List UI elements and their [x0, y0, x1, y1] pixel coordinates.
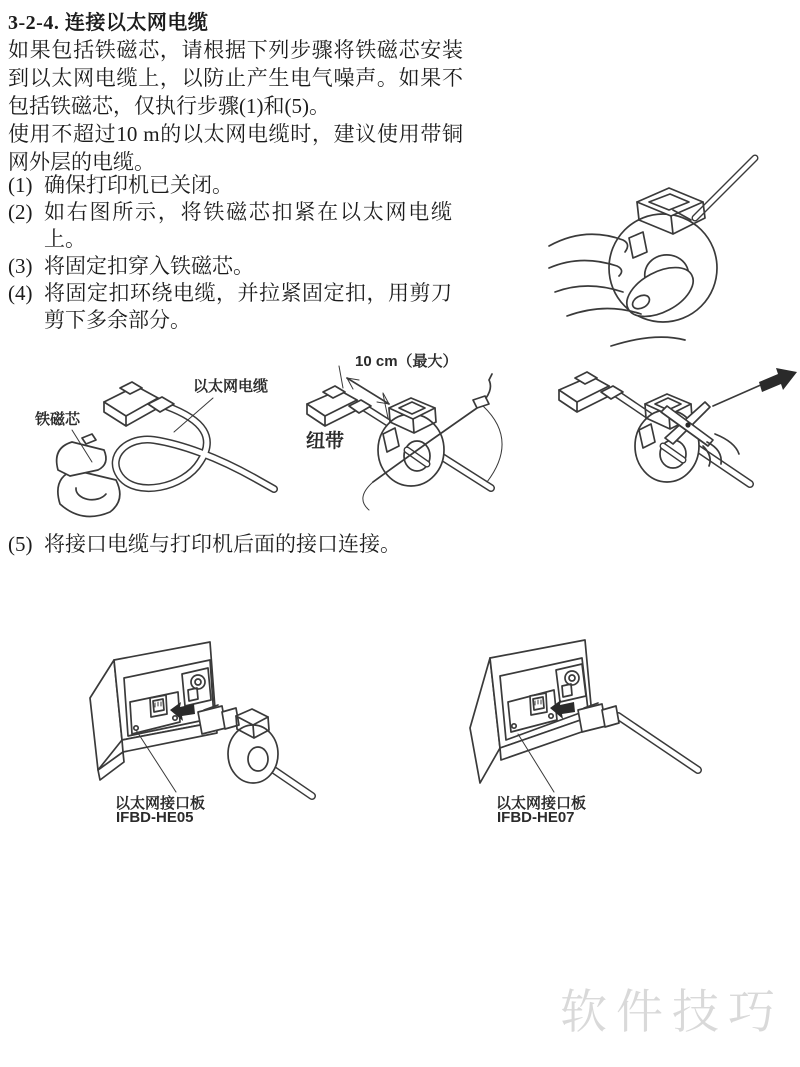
printer-he07-illustration	[430, 598, 750, 848]
step-item	[8, 253, 478, 280]
board-model-he05: IFBD-HE05	[116, 809, 194, 826]
intro-paragraph	[8, 36, 463, 176]
figure-core-and-cable	[8, 342, 293, 527]
scissors-illustration	[545, 342, 800, 527]
step-item	[8, 199, 478, 253]
step-list	[8, 172, 478, 334]
step-number: (2)	[8, 200, 33, 224]
step-number: (3)	[8, 254, 33, 278]
step-number: (1)	[8, 173, 33, 197]
step-text: 将接口电缆与打印机后面的接口连接。	[44, 532, 401, 556]
step-item	[8, 531, 478, 558]
interface-board-label: 以太网接口板	[496, 795, 587, 812]
step-text: 将固定扣环绕电缆，并拉紧固定扣，用剪刀剪下多余部分。	[44, 281, 452, 332]
figure-cable-tie-through-core	[295, 342, 540, 527]
step-number: (4)	[8, 281, 33, 305]
page-title: 3-2-4. 连接以太网电缆	[8, 12, 209, 34]
figure-printer-he05	[60, 598, 390, 848]
step-text: 确保打印机已关闭。	[44, 173, 233, 197]
figure-scissors-cutting-tie	[545, 342, 800, 527]
ferrite-core-label: 铁磁芯	[35, 411, 81, 428]
figure-printer-he07	[430, 598, 750, 848]
interface-board-label: 以太网接口板	[115, 795, 206, 812]
intro-line: 如果包括铁磁芯，请根据下列步骤将铁磁芯安装到以太网电缆上，以防止产生电气噪声。如果不包括铁磁芯，仅执行步骤(1)和(5)。	[8, 38, 463, 118]
step-item	[8, 280, 478, 334]
board-model-he07: IFBD-HE07	[497, 809, 575, 826]
step-list-final	[8, 531, 478, 558]
intro-line: 使用不超过10 m的以太网电缆时，建议使用带铜网外层的电缆。	[8, 122, 463, 174]
core-cable-illustration	[8, 342, 293, 527]
step-text: 将固定扣穿入铁磁芯。	[44, 254, 254, 278]
printer-he05-illustration	[60, 598, 390, 848]
figure-hand-clamping-ferrite	[545, 150, 795, 350]
max-length-label: 10 cm（最大）	[355, 353, 458, 370]
step-text: 如右图所示，将铁磁芯扣紧在以太网电缆上。	[44, 200, 452, 251]
ethernet-cable-label: 以太网电缆	[193, 378, 269, 395]
hand-ferrite-illustration	[545, 150, 795, 350]
cable-tie-label: 纽带	[306, 431, 345, 452]
step-number: (5)	[8, 532, 33, 556]
watermark-text: 软件技巧	[560, 985, 784, 1038]
step-item	[8, 172, 478, 199]
